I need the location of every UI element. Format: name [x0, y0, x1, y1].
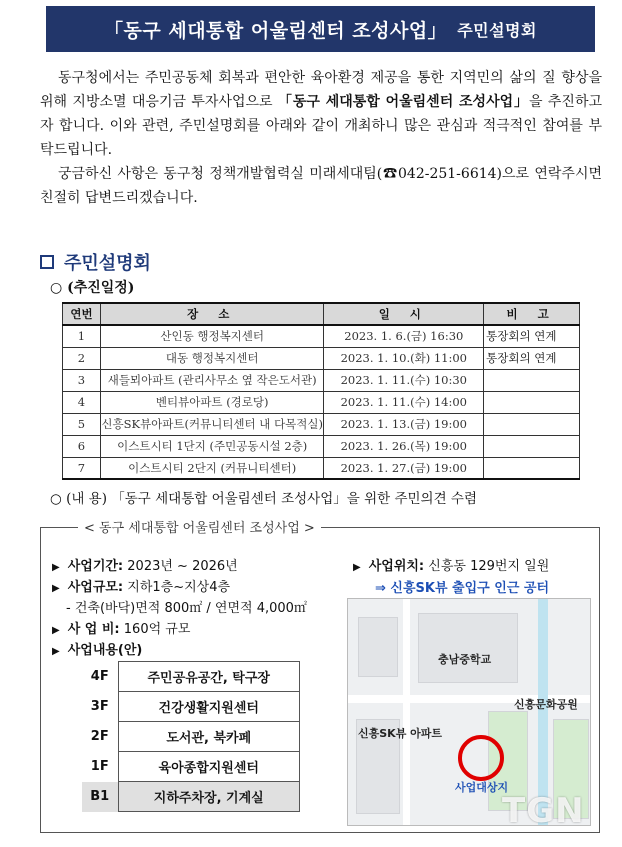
- cell-datetime: 2023. 1. 26.(목) 19:00: [324, 435, 484, 457]
- floor-level: B1: [82, 782, 118, 812]
- cell-place: 새들뫼아파트 (관리사무소 옆 작은도서관): [100, 369, 324, 391]
- cell-note: [484, 391, 580, 413]
- section-title: 주민설명회: [64, 253, 151, 274]
- info-scale: [52, 576, 230, 595]
- floor-row: [82, 722, 300, 752]
- cell-note: [484, 435, 580, 457]
- triangle-bullet-icon: ▶: [52, 646, 60, 657]
- map-block: [418, 613, 518, 683]
- map-block: [358, 617, 398, 677]
- project-box-title: < 동구 세대통합 어울림센터 조성사업 >: [78, 517, 321, 536]
- intro-paragraph-1: [40, 66, 602, 162]
- cell-note: [484, 413, 580, 435]
- floor-name: 육아종합지원센터: [118, 752, 300, 782]
- map-label-apartment: 신흥SK뷰 아파트: [358, 727, 443, 740]
- info-scale-key: 사업규모:: [67, 580, 124, 595]
- floor-name: 도서관, 북카페: [118, 722, 300, 752]
- cell-place: 이스트시티 2단지 (커뮤니티센터): [100, 457, 324, 479]
- cell-datetime: 2023. 1. 13.(금) 19:00: [324, 413, 484, 435]
- info-cost-key: 사 업 비:: [67, 622, 120, 637]
- floor-name: 주민공유공간, 탁구장: [118, 662, 300, 692]
- cell-datetime: 2023. 1. 6.(금) 16:30: [324, 325, 484, 347]
- info-location-value: 신흥동 129번지 일원: [428, 559, 550, 574]
- triangle-bullet-icon: ▶: [52, 625, 60, 636]
- table-row: [63, 347, 580, 369]
- floor-row: [82, 692, 300, 722]
- triangle-bullet-icon: ▶: [353, 562, 361, 573]
- info-scale-value: 지하1층~지상4층: [127, 580, 231, 595]
- cell-note: 통장회의 연계: [484, 347, 580, 369]
- cell-no: 5: [63, 413, 101, 435]
- cell-datetime: 2023. 1. 10.(화) 11:00: [324, 347, 484, 369]
- intro-p1-b: 을 추진하고자 합니다. 이와 관련, 주민설명회를 아래와 같이 개최하니 많은 관심과 적극적인 참여를 부탁드립니다.: [40, 94, 603, 158]
- page-title: 「동구 세대통합 어울림센터 조성사업」: [104, 19, 448, 42]
- cell-place: 대동 행정복지센터: [100, 347, 324, 369]
- info-cost-value: 160억 규모: [123, 622, 191, 637]
- map-label-school: 충남중학교: [438, 653, 492, 666]
- cell-place: 벤티뷰아파트 (경로당): [100, 391, 324, 413]
- floor-row: [82, 782, 300, 812]
- watermark-logo: TGN: [502, 791, 585, 831]
- info-area: - 건축(바닥)면적 800㎡ / 연면적 4,000㎡: [66, 601, 307, 616]
- floor-level: 2F: [90, 729, 109, 744]
- floor-plan-table: [82, 661, 300, 812]
- info-cost: [52, 618, 190, 637]
- floor-level: 1F: [90, 759, 109, 774]
- cell-note: [484, 457, 580, 479]
- floor-level: 3F: [90, 699, 109, 714]
- floor-name: 건강생활지원센터: [118, 692, 300, 722]
- info-location: [353, 555, 549, 574]
- intro-paragraph-2: 궁금하신 사항은 동구청 정책개발협력실 미래세대팀(☎042-251-6614)으로 연락주시면 친절히 답변드리겠습니다.: [40, 166, 602, 206]
- col-header-note: 비 고: [484, 303, 580, 325]
- map-road: [403, 599, 410, 826]
- cell-place: 이스트시티 1단지 (주민공동시설 2층): [100, 435, 324, 457]
- col-header-place: 장 소: [100, 303, 324, 325]
- cell-place: 산인동 행정복지센터: [100, 325, 324, 347]
- intro-p1-a: 동구청에서는 주민공동체 회복과 편안한 육아환경 제공을 통한 지역민의 삶의 질 향상을 위해 지방소멸 대응기금 투자사업으로: [40, 70, 602, 110]
- floor-row: [82, 752, 300, 782]
- info-period-key: 사업기간:: [67, 559, 124, 574]
- map-label-target: 사업대상지: [455, 781, 509, 794]
- cell-datetime: 2023. 1. 27.(금) 19:00: [324, 457, 484, 479]
- cell-no: 3: [63, 369, 101, 391]
- cell-no: 1: [63, 325, 101, 347]
- info-content-key: 사업내용(안): [67, 643, 143, 658]
- col-header-no: 연번: [63, 303, 101, 325]
- cell-note: 통장회의 연계: [484, 325, 580, 347]
- info-content: [52, 639, 142, 658]
- target-site-circle: [458, 735, 504, 781]
- section-heading: [40, 249, 151, 275]
- content-line: ○ (내 용) 「동구 세대통합 어울림센터 조성사업」을 위한 주민의견 수렴: [50, 491, 477, 507]
- table-row: [63, 325, 580, 347]
- table-row: [63, 413, 580, 435]
- triangle-bullet-icon: ▶: [52, 562, 60, 573]
- cell-no: 7: [63, 457, 101, 479]
- floor-level: 4F: [90, 669, 109, 684]
- cell-datetime: 2023. 1. 11.(수) 10:30: [324, 369, 484, 391]
- info-location-key: 사업위치:: [368, 559, 425, 574]
- schedule-heading: ○ (추진일정): [50, 280, 135, 296]
- map-label-park: 신흥문화공원: [514, 698, 578, 711]
- floor-name: 지하주차장, 기계실: [118, 782, 300, 812]
- table-row: [63, 391, 580, 413]
- schedule-table: [62, 302, 580, 480]
- info-location-detail: ⇒ 신흥SK뷰 출입구 인근 공터: [375, 581, 550, 596]
- table-row: [63, 369, 580, 391]
- cell-no: 4: [63, 391, 101, 413]
- cell-note: [484, 369, 580, 391]
- col-header-datetime: 일 시: [324, 303, 484, 325]
- triangle-bullet-icon: ▶: [52, 583, 60, 594]
- floor-row: [82, 662, 300, 692]
- cell-no: 2: [63, 347, 101, 369]
- page-title-bar: [46, 6, 595, 52]
- cell-no: 6: [63, 435, 101, 457]
- info-period: [52, 555, 238, 574]
- cell-place: 신흥SK뷰아파트(커뮤니티센터 내 다목적실): [100, 413, 324, 435]
- table-row: [63, 435, 580, 457]
- info-period-value: 2023년 ~ 2026년: [127, 559, 238, 574]
- page-subtitle: 주민설명회: [457, 20, 537, 40]
- cell-datetime: 2023. 1. 11.(수) 14:00: [324, 391, 484, 413]
- intro-p1-bold: 「동구 세대통합 어울림센터 조성사업」: [277, 94, 529, 110]
- intro-text: [40, 66, 602, 210]
- square-bullet-icon: [40, 255, 54, 269]
- table-row: [63, 457, 580, 479]
